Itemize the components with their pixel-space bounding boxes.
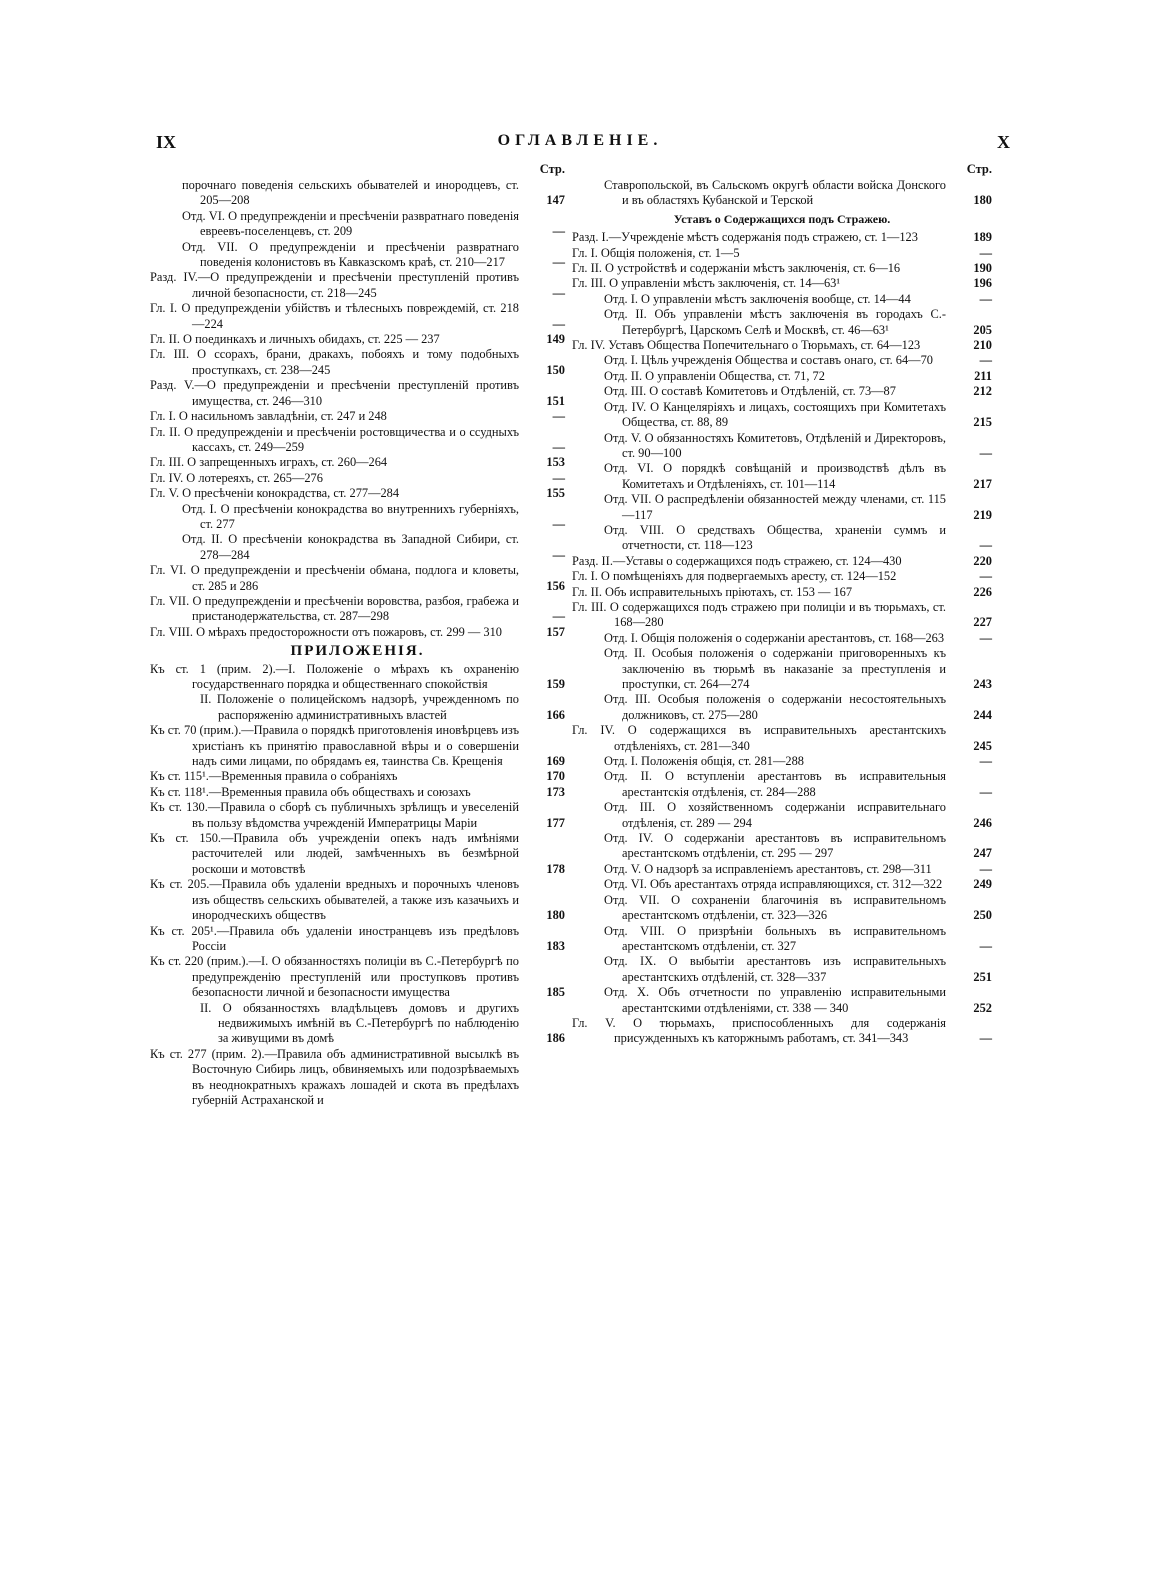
toc-entry [572,461,992,492]
toc-entry-text: Отд. II. Объ управленіи мѣстъ заключенія въ городахъ С.-Петербургѣ, Царскомъ Селѣ и Москвѣ, ст. 46—63¹ [604,307,946,337]
toc-entry-text: Гл. VI. О предупрежденіи и пресѣченіи обмана, подлога и кловеты, ст. 285 и 286 [150,563,519,593]
toc-entry-page: 178 [546,861,565,876]
toc-entry [572,353,992,368]
toc-entry-text: Къ ст. 150.—Правила объ учрежденіи опекъ надъ имѣніями расточителей или людей, замѣченныхъ въ безмѣрной роскоши и мотовствѣ [150,831,519,876]
toc-entry-page: — [979,630,992,645]
toc-entry-page: — [552,609,565,624]
toc-entry [150,625,565,640]
toc-entry-page: 173 [546,784,565,799]
toc-entry-text: Отд. IV. О содержаніи арестантовъ въ исправительномъ арестантскомъ отдѣленіи, ст. 295 — 297 [604,831,946,861]
right-column [572,162,992,1047]
toc-entry-text: II. О обязанностяхъ владѣльцевъ домовъ и другихъ недвижимыхъ имѣній въ С.-Петербургѣ по наблюденію за живущими въ домѣ [200,1000,519,1046]
toc-entry-page: 186 [546,1031,565,1046]
toc-entry-page: — [979,245,992,260]
toc-entry [572,800,992,831]
toc-entry-page: — [979,1031,992,1046]
page-number-left: IX [156,132,177,152]
toc-entry-page: 150 [546,362,565,377]
toc-entry [150,877,565,923]
toc-entry-page: 245 [973,738,992,753]
page-header [150,132,1010,156]
toc-entry [150,831,565,877]
toc-entry-text: Отд. VII. О распредѣленіи обязанностей между членами, ст. 115—117 [604,492,946,522]
toc-entry-page: — [979,784,992,799]
toc-entry [150,378,565,409]
toc-entry [572,723,992,754]
section-title: ПРИЛОЖЕНІЯ. [290,643,425,660]
toc-entry-page: 251 [973,969,992,984]
toc-entry-page: 180 [546,908,565,923]
toc-entry-page: 183 [546,938,565,953]
toc-entry-page: — [979,538,992,553]
toc-entry-page: — [979,569,992,584]
toc-entry [572,893,992,924]
toc-entry-page: — [979,938,992,953]
toc-entry-page: 226 [973,584,992,599]
toc-entry-text: Гл. II. О устройствѣ и содержаніи мѣстъ заключенія, ст. 6—16 [572,261,901,276]
toc-entry-text: Отд. X. Объ отчетности по управленію исправительными арестантскими отдѣленіями, ст. 338 — 340 [604,985,946,1015]
toc-entry-page: — [979,445,992,460]
toc-list [572,178,992,209]
toc-entry-text: Гл. II. Объ исправительныхъ пріютахъ, ст. 153 — 167 [572,584,853,599]
toc-entry-page: 211 [974,368,992,383]
toc-entry [572,230,992,245]
toc-entry-page: 170 [546,769,565,784]
toc-entry-text: Отд. VII. О сохраненіи благочинія въ исправительномъ арестантскомъ отдѣленіи, ст. 323—326 [604,892,946,923]
toc-entry-text: Къ ст. 1 (прим. 2).—I. Положеніе о мѣрахъ къ охраненію государственнаго порядка и общественнаго спокойствія [150,661,519,691]
toc-entry-text: Къ ст. 205.—Правила объ удаленіи вредныхъ и порочныхъ членовъ изъ обществъ сельскихъ обывателей, а также изъ казачьихъ и инородческихъ обществъ [150,877,519,923]
toc-entry [150,563,565,594]
toc-entry-page: 180 [973,193,992,208]
toc-entry-page: 227 [973,615,992,630]
toc-entry [150,954,565,1000]
toc-entry [572,924,992,955]
toc-entry-page: 155 [546,486,565,501]
toc-entry-page: 185 [546,985,565,1000]
toc-entry-page: 189 [973,230,992,245]
toc-entry [572,492,992,523]
toc-entry [572,585,992,600]
toc-entry [572,754,992,769]
toc-entry-text: порочнаго поведенія сельскихъ обывателей и инородцевъ, ст. 205—208 [182,178,519,208]
toc-entry-page: 166 [546,707,565,722]
toc-entry [572,877,992,892]
toc-entry [572,523,992,554]
toc-entry [572,769,992,800]
toc-entry-text: Къ ст. 118¹.—Временныя правила объ обществахъ и союзахъ [150,784,471,799]
toc-entry-page: — [979,291,992,306]
toc-entry [150,594,565,625]
toc-entry-text: Отд. II. О вступленіи арестантовъ въ исправительныя арестантскія отдѣленія, ст. 284—288 [604,769,946,799]
toc-entry-page: — [552,516,565,531]
toc-entry [150,924,565,955]
toc-entry [150,455,565,470]
toc-entry [572,600,992,631]
toc-entry [572,384,992,399]
toc-entry [572,178,992,209]
toc-entry-text: Гл. II. О предупрежденіи и пресѣченіи ростовщичества и о ссудныхъ кассахъ, ст. 249—259 [150,424,519,454]
toc-entry [150,1001,565,1047]
toc-entry [150,769,565,784]
toc-entry-page: 196 [973,276,992,291]
toc-entry-text: Отд. I. Цѣль учрежденія Общества и составъ онаго, ст. 64—70 [604,353,933,368]
toc-entry-text: Отд. III. Особыя положенія о содержаніи несостоятельныхъ должниковъ, ст. 275—280 [604,692,946,722]
toc-entry [150,209,565,240]
toc-entry [572,646,992,692]
toc-entry-text: Гл. III. О ссорахъ, брани, дракахъ, побояхъ и тому подобныхъ проступкахъ, ст. 238—245 [150,347,519,377]
toc-entry-text: Отд. V. О обязанностяхъ Комитетовъ, Отдѣленій и Директоровъ, ст. 90—100 [604,430,946,460]
toc-entry-page: 212 [973,384,992,399]
toc-entry-page: — [552,255,565,270]
toc-entry-text: Гл. I. О предупрежденіи убійствъ и тѣлесныхъ повреждемій, ст. 218—224 [150,301,519,331]
appendix-list [150,662,565,1109]
toc-entry [150,502,565,533]
toc-entry-text: Гл. V. О пресѣченіи конокрадства, ст. 277—284 [150,486,400,501]
toc-entry-text: Отд. IV. О Канцеляріяхъ и лицахъ, состоящихъ при Комитетахъ Общества, ст. 88, 89 [604,399,946,430]
toc-entry [150,347,565,378]
toc-entry [572,292,992,307]
toc-entry-page: — [552,285,565,300]
toc-entry-text: Къ ст. 130.—Правила о сборѣ съ публичныхъ зрѣлищъ и увеселеній въ пользу вѣдомства учрежденій Императрицы Маріи [150,800,519,830]
page-number-right: X [997,132,1010,152]
toc-entry-text: Гл. I. Общія положенія, ст. 1—5 [572,245,740,260]
toc-entry-text: Отд. I. Положенія общія, ст. 281—288 [604,754,804,769]
toc-entry [572,631,992,646]
toc-entry [150,409,565,424]
toc-entry-text: Гл. IV. О содержащихся въ исправительныхъ арестантскихъ отдѣленіяхъ, ст. 281—340 [572,723,946,753]
toc-entry-text: II. Положеніе о полицейскомъ надзорѣ, учрежденномъ по распоряженію административныхъ властей [200,692,519,722]
toc-entry-page: 159 [546,677,565,691]
toc-entry-page: — [552,316,565,331]
toc-entry-text: Отд. II. О пресѣченіи конокрадства въ Западной Сибири, ст. 278—284 [182,532,519,562]
toc-entry [150,723,565,769]
toc-entry-page: 156 [546,578,565,593]
toc-entry-text: Къ ст. 115¹.—Временныя правила о собраніяхъ [150,769,398,784]
toc-entry [150,301,565,332]
toc-entry-text: Гл. IV. Уставъ Общества Попечительнаго о Тюрьмахъ, ст. 64—123 [572,338,921,353]
toc-entry [150,662,565,693]
toc-entry [150,178,565,209]
toc-entry-page: — [979,353,992,368]
toc-entry-text: Къ ст. 277 (прим. 2).—Правила объ административной высылкѣ въ Восточную Сибирь лицъ, обвиняемыхъ или подозрѣваемыхъ въ неоднократныхъ кражахъ лошадей и скота въ предѣлахъ губерній Астраханской и [150,1046,519,1107]
toc-entry-text: Отд. II. О управленіи Общества, ст. 71, 72 [604,368,825,383]
toc-entry [150,471,565,486]
toc-entry-page: 151 [546,393,565,408]
toc-entry [150,240,565,271]
toc-entry-text: Отд. VII. О предупрежденіи и пресѣченіи развратнаго поведенія колонистовъ въ Кавказскомъ краѣ, ст. 210—217 [182,239,519,270]
toc-entry-page: 169 [546,754,565,769]
toc-entry [150,692,565,723]
toc-entry-text: Гл. III. О содержащихся подъ стражею при полиціи и въ тюрьмахъ, ст. 168—280 [572,599,946,630]
toc-entry [572,338,992,353]
toc-entry [572,831,992,862]
toc-entry-text: Гл. I. О насильномъ завладѣніи, ст. 247 и 248 [150,409,387,424]
toc-entry-page: 250 [973,908,992,923]
toc-entry-text: Отд. II. Особыя положенія о содержаніи приговоренныхъ къ заключенію въ тюрьмѣ въ наказаніе за преступленія и проступки, ст. 264—274 [604,646,946,691]
toc-entry-page: 249 [973,877,992,892]
toc-list [150,178,565,640]
toc-list [572,230,992,1047]
page-col-label: Стр. [966,162,992,176]
toc-entry [572,400,992,431]
toc-entry-text: Отд. VIII. О средствахъ Общества, храненіи суммъ и отчетности, ст. 118—123 [604,522,946,553]
toc-entry-page: 210 [973,338,992,353]
toc-entry-text: Отд. IX. О выбытіи арестантовъ изъ исправительныхъ арестантскихъ отдѣленій, ст. 328—337 [604,954,946,984]
toc-entry-page: 246 [973,815,992,830]
toc-entry [572,569,992,584]
toc-entry [572,985,992,1016]
toc-entry-text: Разд. V.—О предупрежденіи и пресѣченіи преступленій противъ имущества, ст. 246—310 [150,378,519,408]
toc-entry-page: 215 [973,415,992,430]
toc-entry-text: Отд. I. О управленіи мѣстъ заключенія вообще, ст. 14—44 [604,291,911,306]
toc-entry-text: Отд. VIII. О призрѣніи больныхъ въ исправительномъ арестантскомъ отдѣленіи, ст. 327 [604,923,946,953]
toc-entry [150,532,565,563]
toc-entry-page: 147 [546,193,565,208]
toc-entry-page: 252 [973,1000,992,1015]
toc-entry-page: 153 [546,455,565,470]
toc-entry-page: 247 [973,846,992,861]
toc-entry-page: 244 [973,707,992,722]
toc-entry [572,692,992,723]
toc-entry-text: Къ ст. 205¹.—Правила объ удаленіи иностранцевъ изъ предѣловъ Россіи [150,923,519,953]
toc-entry-text: Къ ст. 220 (прим.).—I. О обязанностяхъ полиціи въ С.-Петербургѣ по предупрежденію преступленій или проступковъ противъ безопасности личной и безопасности имущества [150,954,519,1000]
toc-entry [572,554,992,569]
toc-entry [150,425,565,456]
toc-entry-page: 205 [973,322,992,337]
toc-entry [150,1047,565,1109]
toc-entry-page: — [552,439,565,454]
toc-entry-text: Ставропольской, въ Сальскомъ округѣ области войска Донского и въ областяхъ Кубанской и Терской [604,178,946,208]
toc-entry-text: Гл. VIII. О мѣрахъ предосторожности отъ пожаровъ, ст. 299 — 310 [150,624,503,639]
toc-entry-page: — [979,861,992,876]
page-col-label: Стр. [539,162,565,176]
toc-entry [572,307,992,338]
toc-entry [572,369,992,384]
toc-entry [572,862,992,877]
toc-entry-text: Гл. III. О управленіи мѣстъ заключенія, ст. 14—63¹ [572,276,841,291]
toc-entry-text: Гл. V. О тюрьмахъ, приспособленныхъ для содержанія присужденныхъ къ каторжнымъ работамъ, ст. 341—343 [572,1015,946,1046]
toc-entry-text: Отд. VI. О порядкѣ совѣщаній и производствѣ дѣлъ въ Комитетахъ и Отдѣленіяхъ, ст. 101—114 [604,461,946,491]
toc-entry-text: Разд. IV.—О предупрежденіи и пресѣченіи преступленій противъ личной безопасности, ст. 218—245 [150,270,519,300]
toc-entry [150,800,565,831]
toc-entry [572,276,992,291]
toc-entry-text: Гл. III. О запрещенныхъ играхъ, ст. 260—264 [150,455,388,470]
toc-entry-page: 217 [973,476,992,491]
toc-entry [572,431,992,462]
toc-entry-text: Отд. I. О пресѣченіи конокрадства во внутреннихъ губерніяхъ, ст. 277 [182,501,519,531]
toc-entry-text: Отд. I. Общія положенія о содержаніи арестантовъ, ст. 168—263 [604,630,945,645]
toc-entry-page: — [552,547,565,562]
toc-entry-page: — [552,409,565,424]
subsection-title: Уставъ о Содержащихся подъ Стражею. [673,211,891,226]
left-column [150,162,565,1108]
toc-entry [150,332,565,347]
running-title: ОГЛАВЛЕНІЕ. [497,132,663,149]
toc-entry [150,486,565,501]
toc-entry-text: Разд. II.—Уставы о содержащихся подъ стражею, ст. 124—430 [572,553,902,568]
toc-entry-page: 219 [973,507,992,522]
toc-entry [572,261,992,276]
toc-entry-page: 220 [973,553,992,568]
toc-entry-text: Къ ст. 70 (прим.).—Правила о порядкѣ приготовленія иновѣрцевъ изъ христіанъ къ принятію православной вѣры и о совершеніи надъ сими лицами, по обрядамъ ея, таинства Св. Крещенія [150,723,519,769]
toc-entry-page: 157 [546,624,565,639]
toc-entry-text: Гл. IV. О лотереяхъ, ст. 265—276 [150,470,323,485]
toc-entry-text: Гл. I. О помѣщеніяхъ для подвергаемыхъ аресту, ст. 124—152 [572,569,897,584]
toc-entry-text: Гл. II. О поединкахъ и личныхъ обидахъ, ст. 225 — 237 [150,332,440,347]
toc-entry-page: — [979,754,992,769]
toc-entry-text: Отд. V. О надзорѣ за исправленіемъ арестантовъ, ст. 298—311 [604,861,932,876]
toc-entry [572,246,992,261]
toc-entry [572,1016,992,1047]
toc-entry-page: 177 [546,815,565,830]
toc-entry-page: 243 [973,677,992,691]
toc-entry-page: 190 [973,261,992,276]
toc-entry-text: Отд. VI. Объ арестантахъ отряда исправляющихся, ст. 312—322 [604,877,943,892]
toc-entry [150,785,565,800]
toc-entry [572,954,992,985]
toc-entry [150,270,565,301]
toc-entry-text: Отд. VI. О предупрежденіи и пресѣченіи развратнаго поведенія евреевъ-поселенцевъ, ст. 209 [182,208,519,239]
toc-entry-text: Гл. VII. О предупрежденіи и пресѣченіи воровства, разбоя, грабежа и пристанодержательства, ст. 287—298 [150,593,519,624]
toc-entry-text: Отд. III. О хозяйственномъ содержаніи исправительнаго отдѣленія, ст. 289 — 294 [604,800,946,830]
toc-entry-page: 149 [546,332,565,347]
toc-entry-page: — [552,224,565,239]
toc-entry-page: — [552,470,565,485]
toc-entry-text: Разд. I.—Учрежденіе мѣстъ содержанія подъ стражею, ст. 1—123 [572,230,918,245]
toc-entry-text: Отд. III. О составѣ Комитетовъ и Отдѣленій, ст. 73—87 [604,384,896,399]
